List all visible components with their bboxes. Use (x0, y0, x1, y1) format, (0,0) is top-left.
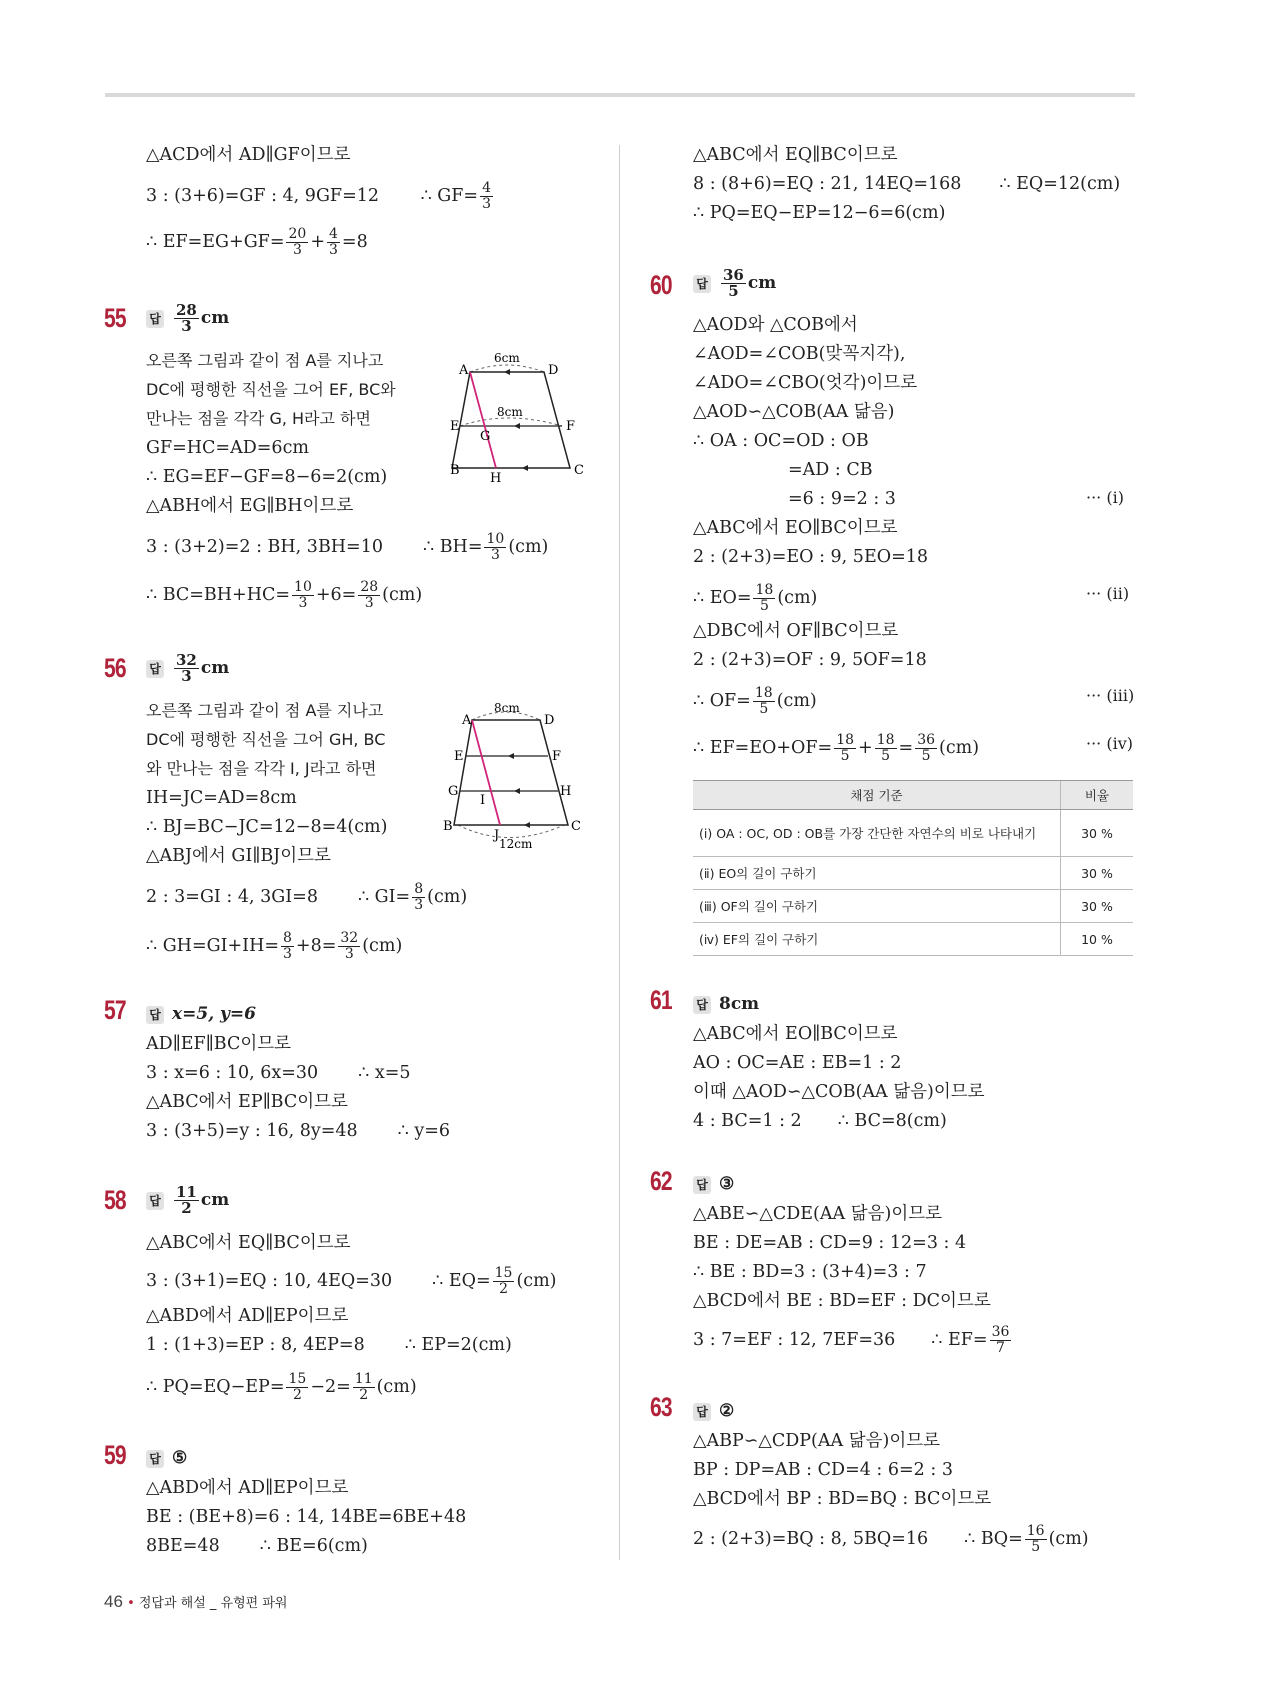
svg-text:8cm: 8cm (497, 405, 523, 419)
q56-line-4: IH=JC=AD=8cm (146, 788, 297, 808)
svg-text:A: A (459, 363, 469, 378)
q58-line-2: 3 : (3+1)=EQ : 10, 4EQ=30 ∴ EQ= $\frac{15}{2}$ (cm) (146, 1265, 557, 1297)
question-number-59: 59 (104, 1440, 126, 1470)
q55-line-1: 오른쪽 그림과 같이 점 A를 지나고 (146, 351, 384, 370)
answer-60: 답 $\frac{36}{5}$ cm (693, 268, 776, 299)
svg-text:F: F (552, 749, 562, 764)
svg-text:I: I (480, 793, 486, 808)
table-row: (ⅳ) EF의 길이 구하기 10 % (693, 923, 1133, 956)
q63-line-2: BP : DP=AB : CD=4 : 6=2 : 3 (693, 1460, 953, 1480)
q60-mark-2: ··· (ⅱ) (1086, 584, 1130, 603)
q55-line-2: DC에 평행한 직선을 그어 EF, BC와 (146, 380, 396, 399)
answer-56: 답 $\frac{32}{3}$ cm (146, 653, 229, 684)
q57-line-2: 3 : x=6 : 10, 6x=30 ∴ x=5 (146, 1063, 411, 1083)
bullet-icon: • (127, 1596, 135, 1611)
q60-line-10: ∴ EO= $\frac{18}{5}$ (cm) (693, 582, 818, 614)
r-intro-line-1: △ABC에서 EQ∥BC이므로 (693, 145, 898, 165)
table-row: (ⅲ) OF의 길이 구하기 30 % (693, 890, 1133, 923)
question-number-57: 57 (104, 995, 126, 1025)
svg-text:12cm: 12cm (499, 837, 533, 851)
page-number: 46 (104, 1592, 123, 1611)
answer-badge: 답 (693, 275, 711, 293)
q63-line-4: 2 : (2+3)=BQ : 8, 5BQ=16 ∴ BQ= $\frac{16}{5}$ (cm) (693, 1523, 1089, 1555)
q55-trapezoid-figure (450, 350, 592, 486)
svg-text:J: J (494, 828, 500, 843)
q55-line-8: ∴ BC=BH+HC= $\frac{10}{3}$ +6= $\frac{28}{3}$ (cm) (146, 579, 423, 611)
q62-line-4: △BCD에서 BE : BD=EF : DC이므로 (693, 1291, 991, 1311)
q60-line-6: =AD : CB (788, 460, 873, 480)
q60-line-13: ∴ OF= $\frac{18}{5}$ (cm) (693, 685, 817, 717)
svg-text:8cm: 8cm (494, 701, 520, 715)
q57-line-1: AD∥EF∥BC이므로 (146, 1034, 292, 1054)
answer-badge: 답 (693, 1176, 711, 1194)
answer-badge: 답 (146, 1450, 164, 1468)
question-number-61: 61 (650, 985, 672, 1015)
svg-text:B: B (443, 819, 453, 834)
intro-line-2: 3 : (3+6)=GF : 4, 9GF=12 ∴ GF= $\frac{4}{3}$ (146, 180, 491, 212)
question-number-60: 60 (650, 270, 672, 300)
svg-text:D: D (548, 363, 559, 378)
answer-55: 답 $\frac{28}{3}$ cm (146, 303, 229, 334)
q62-line-5: 3 : 7=EF : 12, 7EF=36 ∴ EF= $\frac{36}{7}$ (693, 1324, 1010, 1356)
svg-text:E: E (450, 419, 460, 434)
answer-62: 답 ③ (693, 1174, 734, 1194)
intro-line-1: △ACD에서 AD∥GF이므로 (146, 145, 351, 165)
q56-line-2: DC에 평행한 직선을 그어 GH, BC (146, 730, 386, 749)
column-divider (619, 145, 620, 1560)
q57-line-3: △ABC에서 EP∥BC이므로 (146, 1092, 348, 1112)
svg-text:C: C (571, 819, 581, 834)
answer-badge: 답 (146, 660, 164, 678)
q59-line-1: △ABD에서 AD∥EP이므로 (146, 1478, 349, 1498)
svg-text:H: H (560, 784, 572, 799)
page-footer (104, 1592, 288, 1612)
q60-mark-4: ··· (ⅳ) (1086, 734, 1133, 753)
q58-line-1: △ABC에서 EQ∥BC이므로 (146, 1233, 351, 1253)
q63-line-3: △BCD에서 BP : BD=BQ : BC이므로 (693, 1489, 992, 1509)
answer-badge: 답 (146, 1192, 164, 1210)
q62-line-3: ∴ BE : BD=3 : (3+4)=3 : 7 (693, 1262, 927, 1282)
q60-line-8: △ABC에서 EO∥BC이므로 (693, 518, 898, 538)
q56-line-5: ∴ BJ=BC−JC=12−8=4(cm) (146, 817, 388, 837)
q60-line-14: ∴ EF=EO+OF= $\frac{18}{5}$ + $\frac{18}{5}$ = $\frac{36}{5}$ (cm) (693, 732, 980, 764)
q60-line-7: =6 : 9=2 : 3 (788, 489, 896, 509)
q63-line-1: △ABP∽△CDP(AA 닮음)이므로 (693, 1431, 941, 1451)
q61-line-4: 4 : BC=1 : 2 ∴ BC=8(cm) (693, 1111, 947, 1131)
question-number-63: 63 (650, 1392, 672, 1422)
question-number-58: 58 (104, 1185, 126, 1215)
footer-title: 정답과 해설 _ 유형편 파워 (138, 1596, 288, 1611)
answer-badge: 답 (146, 1006, 164, 1024)
q56-line-1: 오른쪽 그림과 같이 점 A를 지나고 (146, 701, 384, 720)
q55-line-4: GF=HC=AD=6cm (146, 438, 309, 458)
q61-line-3: 이때 △AOD∽△COB(AA 닮음)이므로 (693, 1082, 985, 1102)
q61-line-2: AO : OC=AE : EB=1 : 2 (693, 1053, 902, 1073)
q55-line-7: 3 : (3+2)=2 : BH, 3BH=10 ∴ BH= $\frac{10}{3}$ (cm) (146, 531, 549, 563)
svg-text:E: E (454, 749, 464, 764)
answer-badge: 답 (693, 996, 711, 1014)
q60-line-11: △DBC에서 OF∥BC이므로 (693, 621, 899, 641)
q60-line-2: ∠AOD=∠COB(맞꼭지각), (693, 344, 906, 364)
table-row: (ⅱ) EO의 길이 구하기 30 % (693, 857, 1133, 890)
q60-line-4: △AOD∽△COB(AA 닮음) (693, 402, 895, 422)
q61-line-1: △ABC에서 EO∥BC이므로 (693, 1024, 898, 1044)
q60-mark-1: ··· (ⅰ) (1086, 488, 1124, 507)
q62-line-2: BE : DE=AB : CD=9 : 12=3 : 4 (693, 1233, 967, 1253)
svg-text:6cm: 6cm (494, 351, 520, 365)
table-header-criteria: 채점 기준 (693, 781, 1061, 810)
answer-57: 답 x=5, y=6 (146, 1004, 256, 1024)
q58-line-5: ∴ PQ=EQ−EP= $\frac{15}{2}$ −2= $\frac{11}{2}$ (cm) (146, 1371, 417, 1403)
answer-badge: 답 (693, 1403, 711, 1421)
q59-line-3: 8BE=48 ∴ BE=6(cm) (146, 1536, 368, 1556)
question-number-62: 62 (650, 1166, 672, 1196)
q57-line-4: 3 : (3+5)=y : 16, 8y=48 ∴ y=6 (146, 1121, 451, 1141)
q55-line-3: 만나는 점을 각각 G, H라고 하면 (146, 409, 371, 428)
q59-line-2: BE : (BE+8)=6 : 14, 14BE=6BE+48 (146, 1507, 467, 1527)
intro-line-3: ∴ EF=EG+GF= $\frac{20}{3}$ + $\frac{4}{3}$ =8 (146, 226, 368, 258)
q58-line-3: △ABD에서 AD∥EP이므로 (146, 1306, 349, 1326)
table-header-ratio: 비율 (1061, 781, 1134, 810)
q56-line-3: 와 만나는 점을 각각 I, J라고 하면 (146, 759, 377, 778)
svg-text:F: F (566, 419, 576, 434)
q56-line-7: 2 : 3=GI : 4, 3GI=8 ∴ GI= $\frac{8}{3}$ (cm) (146, 881, 468, 913)
svg-text:G: G (480, 429, 491, 444)
q58-line-4: 1 : (1+3)=EP : 8, 4EP=8 ∴ EP=2(cm) (146, 1335, 512, 1355)
r-intro-line-2: 8 : (8+6)=EQ : 21, 14EQ=168 ∴ EQ=12(cm) (693, 174, 1121, 194)
q60-line-1: △AOD와 △COB에서 (693, 315, 858, 335)
q55-line-5: ∴ EG=EF−GF=8−6=2(cm) (146, 467, 388, 487)
q56-line-6: △ABJ에서 GI∥BJ이므로 (146, 846, 331, 866)
answer-63: 답 ② (693, 1401, 734, 1421)
svg-text:A: A (462, 713, 472, 728)
svg-text:D: D (544, 713, 555, 728)
q60-line-9: 2 : (2+3)=EO : 9, 5EO=18 (693, 547, 928, 567)
q60-line-3: ∠ADO=∠CBO(엇각)이므로 (693, 373, 918, 393)
q60-mark-3: ··· (ⅲ) (1086, 686, 1135, 705)
answer-61: 답 8cm (693, 994, 759, 1014)
r-intro-line-3: ∴ PQ=EQ−EP=12−6=6(cm) (693, 203, 946, 223)
q56-trapezoid-figure (444, 700, 594, 850)
svg-text:B: B (450, 463, 460, 478)
answer-59: 답 ⑤ (146, 1448, 187, 1468)
answer-58: 답 $\frac{11}{2}$ cm (146, 1185, 229, 1216)
q55-line-6: △ABH에서 EG∥BH이므로 (146, 496, 354, 516)
top-rule (105, 93, 1135, 97)
q62-line-1: △ABE∽△CDE(AA 닮음)이므로 (693, 1204, 943, 1224)
svg-text:G: G (448, 784, 459, 799)
q60-line-5: ∴ OA : OC=OD : OB (693, 431, 869, 451)
table-row: (ⅰ) OA : OC, OD : OB를 가장 간단한 자연수의 비로 나타내기 30 % (693, 810, 1133, 857)
svg-text:H: H (490, 471, 502, 486)
question-number-56: 56 (104, 653, 126, 683)
question-number-55: 55 (104, 303, 126, 333)
svg-text:C: C (574, 463, 584, 478)
answer-badge: 답 (146, 310, 164, 328)
q56-line-8: ∴ GH=GI+IH= $\frac{8}{3}$ +8= $\frac{32}{3}$ (cm) (146, 930, 403, 962)
q60-line-12: 2 : (2+3)=OF : 9, 5OF=18 (693, 650, 927, 670)
scoring-criteria-table (693, 780, 1133, 956)
